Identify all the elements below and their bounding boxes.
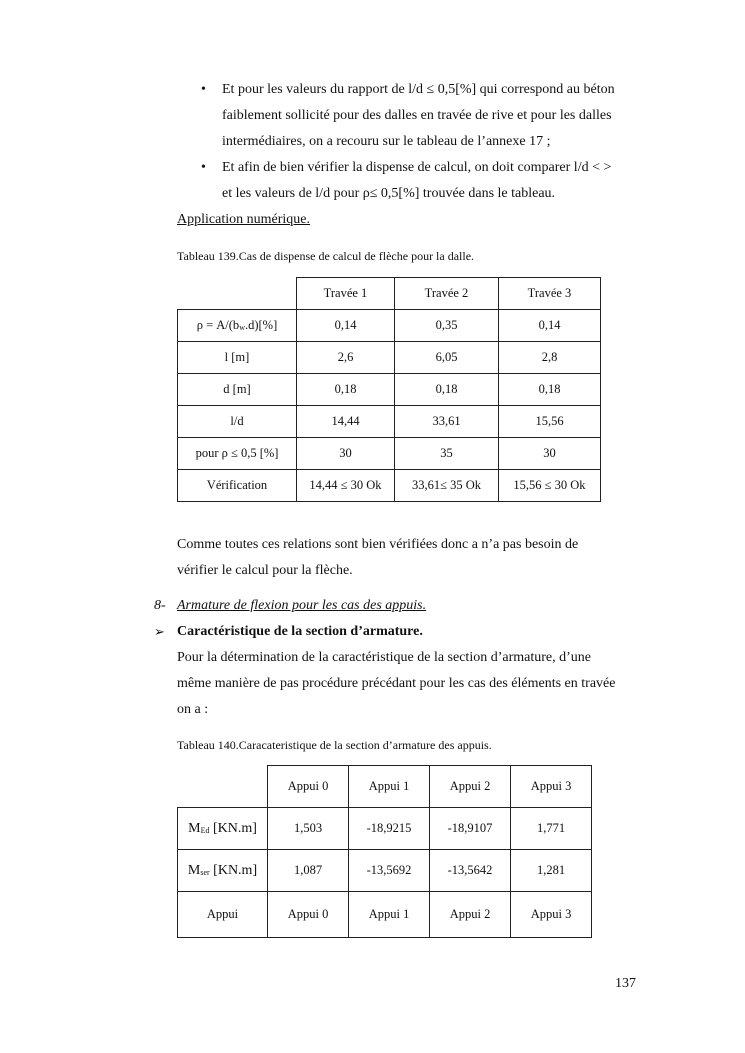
row-label-part: ρ = A/(b <box>196 318 240 332</box>
table-cell: Appui 2 <box>430 892 511 938</box>
section-number: 8- <box>154 598 166 613</box>
row-label: l/d <box>178 406 297 438</box>
row-label: pour ρ ≤ 0,5 [%] <box>178 438 297 470</box>
row-label-subscript: w <box>239 323 245 332</box>
table-cell: 33,61 <box>395 406 499 438</box>
application-heading: Application numérique. <box>177 212 310 227</box>
row-label-part: M <box>187 862 201 878</box>
row-label: d [m] <box>178 374 297 406</box>
row-label-part: [KN.m] <box>209 862 258 878</box>
table-row <box>178 406 601 438</box>
column-header: Appui 1 <box>349 766 430 808</box>
column-header: Appui 0 <box>268 766 349 808</box>
row-label-part: M <box>188 820 201 836</box>
table-row <box>178 310 601 342</box>
row-label: l [m] <box>178 342 297 374</box>
table-row <box>178 470 601 502</box>
conclusion-line-2: vérifier le calcul pour la flèche. <box>177 563 353 578</box>
table-cell: 33,61≤ 35 Ok <box>395 470 499 502</box>
table-139 <box>177 277 601 502</box>
table-row <box>178 892 592 938</box>
table-cell: 1,771 <box>511 808 592 850</box>
table-140 <box>177 765 592 938</box>
table-cell: Appui 1 <box>349 892 430 938</box>
table-cell: 30 <box>297 438 395 470</box>
page-number: 137 <box>615 976 636 991</box>
column-header: Appui 2 <box>430 766 511 808</box>
bullet-item-2 <box>222 155 637 207</box>
intro-line-1: Pour la détermination de la caractéristique de la section d’armature, d’une <box>177 650 591 665</box>
section-title: Armature de flexion pour les cas des appuis. <box>177 598 427 613</box>
row-label-mser <box>178 850 268 892</box>
table-140-caption: Tableau 140.Caracateristique de la section d’armature des appuis. <box>177 738 492 752</box>
table-cell: 0,35 <box>395 310 499 342</box>
table-row <box>178 766 592 808</box>
table-cell: 14,44 ≤ 30 Ok <box>297 470 395 502</box>
bullet-dot: • <box>201 82 206 97</box>
arrow-bullet-icon: ➢ <box>154 624 165 639</box>
table-corner <box>178 278 297 310</box>
table-row <box>178 374 601 406</box>
row-label-subscript: Ed <box>200 825 210 835</box>
table-cell: 2,6 <box>297 342 395 374</box>
column-header: Travée 1 <box>297 278 395 310</box>
column-header: Travée 2 <box>395 278 499 310</box>
table-cell: 0,18 <box>499 374 601 406</box>
subsection-title: Caractéristique de la section d’armature. <box>177 624 423 639</box>
table-cell: 0,18 <box>395 374 499 406</box>
bullet-1-line-2: faiblement sollicité pour des dalles en travée de rive et pour les dalles <box>222 108 612 123</box>
table-cell: 15,56 ≤ 30 Ok <box>499 470 601 502</box>
table-cell: 0,18 <box>297 374 395 406</box>
table-row <box>178 850 592 892</box>
column-header: Appui 3 <box>511 766 592 808</box>
bullet-1-line-3: intermédiaires, on a recouru sur le tableau de l’annexe 17 ; <box>222 134 551 149</box>
table-cell: 1,503 <box>268 808 349 850</box>
table-cell: -13,5642 <box>430 850 511 892</box>
table-cell: 30 <box>499 438 601 470</box>
bullet-2-line-2: et les valeurs de l/d pour ρ≤ 0,5[%] trouvée dans le tableau. <box>222 186 556 201</box>
row-label-part: .d)[%] <box>244 318 278 332</box>
table-cell: -13,5692 <box>349 850 430 892</box>
table-row <box>178 342 601 374</box>
table-cell: 14,44 <box>297 406 395 438</box>
table-cell: 0,14 <box>297 310 395 342</box>
table-cell: Appui 3 <box>511 892 592 938</box>
row-label-rho <box>178 310 297 342</box>
column-header: Travée 3 <box>499 278 601 310</box>
bullet-item-1 <box>222 77 637 155</box>
table-cell: 6,05 <box>395 342 499 374</box>
table-cell: 35 <box>395 438 499 470</box>
table-corner <box>178 766 268 808</box>
table-139-caption: Tableau 139.Cas de dispense de calcul de flèche pour la dalle. <box>177 249 475 263</box>
table-row <box>178 438 601 470</box>
table-cell: -18,9215 <box>349 808 430 850</box>
row-label-med <box>178 808 268 850</box>
row-label: Vérification <box>178 470 297 502</box>
row-label: Appui <box>178 892 268 938</box>
table-row <box>178 278 601 310</box>
table-row <box>178 808 592 850</box>
table-cell: 1,281 <box>511 850 592 892</box>
intro-line-2: même manière de pas procédure précédant pour les cas des éléments en travée <box>177 676 616 691</box>
table-cell: 2,8 <box>499 342 601 374</box>
bullet-1-line-1: Et pour les valeurs du rapport de l/d ≤ 0,5[%] qui correspond au béton <box>222 82 615 97</box>
intro-line-3: on a : <box>177 702 209 717</box>
table-cell: Appui 0 <box>268 892 349 938</box>
row-label-part: [KN.m] <box>209 820 257 836</box>
bullet-dot: • <box>201 160 206 175</box>
table-cell: 1,087 <box>268 850 349 892</box>
table-cell: -18,9107 <box>430 808 511 850</box>
conclusion-paragraph <box>177 532 637 584</box>
bullet-2-line-1: Et afin de bien vérifier la dispense de calcul, on doit comparer l/d < > <box>222 160 612 175</box>
row-label-subscript: ser <box>200 867 210 877</box>
table-cell: 0,14 <box>499 310 601 342</box>
conclusion-line-1: Comme toutes ces relations sont bien vérifiées donc a n’a pas besoin de <box>177 537 579 552</box>
table-cell: 15,56 <box>499 406 601 438</box>
intro-paragraph <box>177 645 637 723</box>
